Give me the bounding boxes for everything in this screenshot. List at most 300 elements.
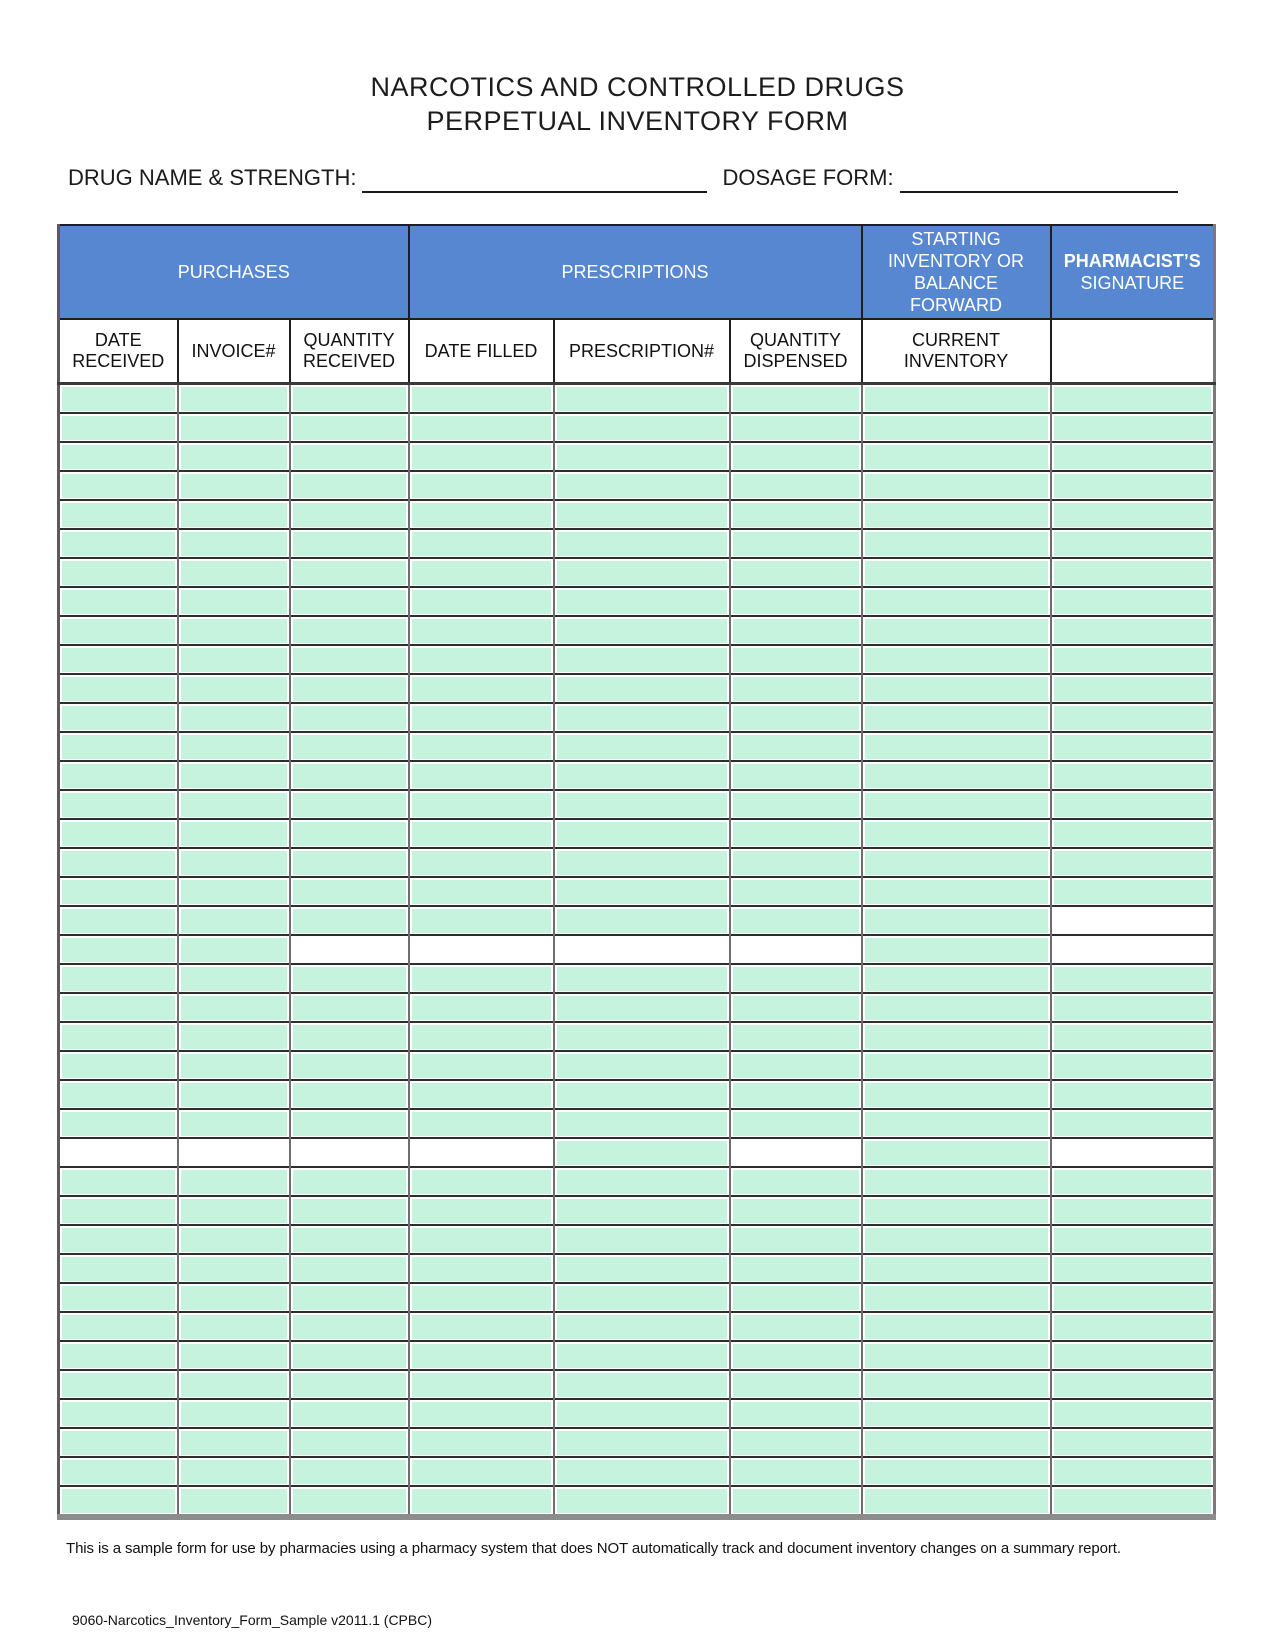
inventory-cell[interactable] [554, 529, 730, 558]
inventory-cell[interactable] [178, 1428, 290, 1457]
inventory-cell[interactable] [862, 1022, 1051, 1051]
inventory-cell[interactable] [178, 1109, 290, 1138]
inventory-cell[interactable] [409, 1080, 554, 1109]
inventory-cell[interactable] [59, 1370, 178, 1399]
inventory-cell[interactable] [409, 1457, 554, 1486]
inventory-cell[interactable] [178, 1225, 290, 1254]
inventory-cell[interactable] [178, 1399, 290, 1428]
inventory-cell[interactable] [1051, 616, 1215, 645]
inventory-cell[interactable] [409, 1312, 554, 1341]
inventory-cell[interactable] [554, 1428, 730, 1457]
inventory-cell[interactable] [1051, 645, 1215, 674]
inventory-cell[interactable] [862, 413, 1051, 442]
inventory-cell[interactable] [1051, 529, 1215, 558]
inventory-cell[interactable] [409, 1254, 554, 1283]
inventory-cell[interactable] [730, 384, 862, 414]
inventory-cell[interactable] [1051, 877, 1215, 906]
inventory-cell[interactable] [862, 529, 1051, 558]
inventory-cell[interactable] [178, 790, 290, 819]
inventory-cell[interactable] [178, 761, 290, 790]
inventory-cell[interactable] [730, 674, 862, 703]
inventory-cell[interactable] [730, 1399, 862, 1428]
inventory-cell[interactable] [1051, 964, 1215, 993]
inventory-cell[interactable] [554, 1196, 730, 1225]
inventory-cell[interactable] [290, 500, 409, 529]
inventory-cell[interactable] [1051, 993, 1215, 1022]
inventory-cell[interactable] [178, 587, 290, 616]
inventory-cell[interactable] [290, 587, 409, 616]
inventory-cell[interactable] [59, 1167, 178, 1196]
inventory-cell[interactable] [730, 790, 862, 819]
inventory-cell[interactable] [554, 906, 730, 935]
inventory-cell[interactable] [730, 645, 862, 674]
inventory-cell[interactable] [290, 471, 409, 500]
inventory-cell[interactable] [178, 877, 290, 906]
inventory-cell[interactable] [178, 1051, 290, 1080]
inventory-cell[interactable] [178, 413, 290, 442]
inventory-cell[interactable] [290, 1196, 409, 1225]
inventory-cell[interactable] [730, 1254, 862, 1283]
inventory-cell[interactable] [178, 1341, 290, 1370]
inventory-cell[interactable] [178, 1312, 290, 1341]
inventory-cell[interactable] [730, 471, 862, 500]
inventory-cell[interactable] [178, 471, 290, 500]
inventory-cell[interactable] [554, 1254, 730, 1283]
inventory-cell[interactable] [59, 906, 178, 935]
inventory-cell[interactable] [178, 616, 290, 645]
inventory-cell[interactable] [862, 616, 1051, 645]
inventory-cell[interactable] [59, 993, 178, 1022]
inventory-cell[interactable] [862, 1312, 1051, 1341]
inventory-cell[interactable] [1051, 703, 1215, 732]
inventory-cell[interactable] [730, 732, 862, 761]
inventory-cell[interactable] [554, 1457, 730, 1486]
inventory-cell[interactable] [730, 413, 862, 442]
inventory-cell[interactable] [59, 1138, 178, 1167]
inventory-cell[interactable] [862, 1109, 1051, 1138]
inventory-cell[interactable] [59, 1457, 178, 1486]
inventory-cell[interactable] [554, 732, 730, 761]
inventory-cell[interactable] [554, 703, 730, 732]
inventory-cell[interactable] [59, 877, 178, 906]
inventory-cell[interactable] [409, 500, 554, 529]
inventory-cell[interactable] [730, 1341, 862, 1370]
inventory-cell[interactable] [554, 1138, 730, 1167]
inventory-cell[interactable] [59, 761, 178, 790]
inventory-cell[interactable] [554, 819, 730, 848]
inventory-cell[interactable] [554, 1080, 730, 1109]
inventory-cell[interactable] [178, 645, 290, 674]
inventory-cell[interactable] [554, 500, 730, 529]
inventory-cell[interactable] [554, 993, 730, 1022]
inventory-cell[interactable] [1051, 819, 1215, 848]
inventory-cell[interactable] [730, 442, 862, 471]
inventory-cell[interactable] [1051, 587, 1215, 616]
inventory-cell[interactable] [59, 1486, 178, 1517]
inventory-cell[interactable] [59, 790, 178, 819]
inventory-cell[interactable] [862, 1370, 1051, 1399]
inventory-cell[interactable] [1051, 1051, 1215, 1080]
inventory-cell[interactable] [862, 877, 1051, 906]
inventory-cell[interactable] [178, 1486, 290, 1517]
inventory-cell[interactable] [59, 935, 178, 964]
inventory-cell[interactable] [290, 529, 409, 558]
inventory-cell[interactable] [409, 964, 554, 993]
inventory-cell[interactable] [409, 732, 554, 761]
inventory-cell[interactable] [730, 703, 862, 732]
inventory-cell[interactable] [862, 703, 1051, 732]
inventory-cell[interactable] [59, 616, 178, 645]
inventory-cell[interactable] [862, 1254, 1051, 1283]
inventory-cell[interactable] [862, 1486, 1051, 1517]
inventory-cell[interactable] [409, 1341, 554, 1370]
inventory-cell[interactable] [409, 558, 554, 587]
inventory-cell[interactable] [178, 1283, 290, 1312]
inventory-cell[interactable] [554, 1109, 730, 1138]
inventory-cell[interactable] [1051, 1167, 1215, 1196]
inventory-cell[interactable] [554, 1370, 730, 1399]
inventory-cell[interactable] [862, 1196, 1051, 1225]
inventory-cell[interactable] [554, 1283, 730, 1312]
inventory-cell[interactable] [59, 1051, 178, 1080]
inventory-cell[interactable] [409, 442, 554, 471]
inventory-cell[interactable] [862, 1167, 1051, 1196]
inventory-cell[interactable] [178, 500, 290, 529]
inventory-cell[interactable] [59, 848, 178, 877]
inventory-cell[interactable] [862, 384, 1051, 414]
inventory-cell[interactable] [59, 819, 178, 848]
inventory-cell[interactable] [178, 993, 290, 1022]
inventory-cell[interactable] [290, 413, 409, 442]
inventory-cell[interactable] [730, 993, 862, 1022]
inventory-cell[interactable] [730, 906, 862, 935]
inventory-cell[interactable] [730, 848, 862, 877]
inventory-cell[interactable] [178, 1370, 290, 1399]
inventory-cell[interactable] [730, 1486, 862, 1517]
inventory-cell[interactable] [59, 1399, 178, 1428]
inventory-cell[interactable] [59, 529, 178, 558]
inventory-cell[interactable] [59, 1196, 178, 1225]
inventory-cell[interactable] [59, 1254, 178, 1283]
inventory-cell[interactable] [862, 761, 1051, 790]
inventory-cell[interactable] [409, 1196, 554, 1225]
inventory-cell[interactable] [59, 1022, 178, 1051]
inventory-cell[interactable] [862, 674, 1051, 703]
inventory-cell[interactable] [59, 413, 178, 442]
inventory-cell[interactable] [730, 558, 862, 587]
inventory-cell[interactable] [59, 558, 178, 587]
inventory-cell[interactable] [178, 384, 290, 414]
inventory-cell[interactable] [409, 819, 554, 848]
inventory-cell[interactable] [862, 471, 1051, 500]
inventory-cell[interactable] [554, 674, 730, 703]
inventory-cell[interactable] [554, 471, 730, 500]
inventory-cell[interactable] [59, 587, 178, 616]
inventory-cell[interactable] [862, 558, 1051, 587]
inventory-cell[interactable] [730, 1109, 862, 1138]
inventory-cell[interactable] [290, 1022, 409, 1051]
inventory-cell[interactable] [1051, 413, 1215, 442]
inventory-cell[interactable] [409, 1167, 554, 1196]
inventory-cell[interactable] [554, 1312, 730, 1341]
inventory-cell[interactable] [290, 1486, 409, 1517]
inventory-cell[interactable] [1051, 384, 1215, 414]
inventory-cell[interactable] [1051, 1080, 1215, 1109]
inventory-cell[interactable] [1051, 1457, 1215, 1486]
inventory-cell[interactable] [730, 1080, 862, 1109]
inventory-cell[interactable] [409, 1486, 554, 1517]
inventory-cell[interactable] [59, 1080, 178, 1109]
inventory-cell[interactable] [554, 1022, 730, 1051]
inventory-cell[interactable] [554, 616, 730, 645]
inventory-cell[interactable] [178, 1457, 290, 1486]
inventory-cell[interactable] [862, 1080, 1051, 1109]
inventory-cell[interactable] [290, 1109, 409, 1138]
inventory-cell[interactable] [59, 674, 178, 703]
inventory-cell[interactable] [730, 500, 862, 529]
inventory-cell[interactable] [730, 529, 862, 558]
inventory-cell[interactable] [290, 906, 409, 935]
inventory-cell[interactable] [409, 1370, 554, 1399]
inventory-cell[interactable] [290, 1254, 409, 1283]
inventory-cell[interactable] [730, 616, 862, 645]
inventory-cell[interactable] [409, 674, 554, 703]
inventory-cell[interactable] [409, 1225, 554, 1254]
inventory-cell[interactable] [290, 1167, 409, 1196]
inventory-cell[interactable] [862, 1399, 1051, 1428]
inventory-cell[interactable] [290, 790, 409, 819]
inventory-cell[interactable] [290, 848, 409, 877]
inventory-cell[interactable] [59, 703, 178, 732]
inventory-cell[interactable] [730, 1312, 862, 1341]
inventory-cell[interactable] [554, 645, 730, 674]
inventory-cell[interactable] [554, 761, 730, 790]
inventory-cell[interactable] [554, 848, 730, 877]
inventory-cell[interactable] [178, 1254, 290, 1283]
inventory-cell[interactable] [862, 993, 1051, 1022]
inventory-cell[interactable] [290, 1370, 409, 1399]
inventory-cell[interactable] [1051, 1428, 1215, 1457]
inventory-cell[interactable] [730, 1138, 862, 1167]
inventory-cell[interactable] [730, 1225, 862, 1254]
inventory-cell[interactable] [290, 1428, 409, 1457]
inventory-cell[interactable] [554, 1486, 730, 1517]
inventory-cell[interactable] [409, 616, 554, 645]
inventory-cell[interactable] [1051, 1341, 1215, 1370]
inventory-cell[interactable] [554, 558, 730, 587]
inventory-cell[interactable] [409, 1051, 554, 1080]
inventory-cell[interactable] [862, 587, 1051, 616]
inventory-cell[interactable] [409, 1138, 554, 1167]
inventory-cell[interactable] [59, 1312, 178, 1341]
inventory-cell[interactable] [409, 993, 554, 1022]
inventory-cell[interactable] [1051, 1109, 1215, 1138]
inventory-cell[interactable] [1051, 761, 1215, 790]
inventory-cell[interactable] [862, 1457, 1051, 1486]
inventory-cell[interactable] [178, 964, 290, 993]
inventory-cell[interactable] [409, 587, 554, 616]
inventory-cell[interactable] [1051, 1486, 1215, 1517]
inventory-cell[interactable] [862, 645, 1051, 674]
inventory-cell[interactable] [862, 906, 1051, 935]
inventory-cell[interactable] [862, 1341, 1051, 1370]
inventory-cell[interactable] [862, 1138, 1051, 1167]
inventory-cell[interactable] [178, 1022, 290, 1051]
drug-name-field[interactable] [362, 165, 707, 193]
inventory-cell[interactable] [1051, 1312, 1215, 1341]
inventory-cell[interactable] [290, 761, 409, 790]
inventory-cell[interactable] [409, 529, 554, 558]
inventory-cell[interactable] [862, 732, 1051, 761]
inventory-cell[interactable] [554, 877, 730, 906]
inventory-cell[interactable] [178, 1167, 290, 1196]
inventory-cell[interactable] [59, 1428, 178, 1457]
inventory-cell[interactable] [730, 1428, 862, 1457]
inventory-cell[interactable] [178, 558, 290, 587]
inventory-cell[interactable] [290, 558, 409, 587]
inventory-cell[interactable] [730, 1457, 862, 1486]
inventory-cell[interactable] [1051, 471, 1215, 500]
inventory-cell[interactable] [554, 1225, 730, 1254]
inventory-cell[interactable] [178, 1196, 290, 1225]
inventory-cell[interactable] [59, 1341, 178, 1370]
inventory-cell[interactable] [290, 442, 409, 471]
inventory-cell[interactable] [178, 674, 290, 703]
inventory-cell[interactable] [862, 500, 1051, 529]
inventory-cell[interactable] [290, 645, 409, 674]
inventory-cell[interactable] [178, 529, 290, 558]
inventory-cell[interactable] [290, 993, 409, 1022]
inventory-cell[interactable] [554, 413, 730, 442]
inventory-cell[interactable] [409, 1283, 554, 1312]
inventory-cell[interactable] [409, 413, 554, 442]
inventory-cell[interactable] [1051, 906, 1215, 935]
inventory-cell[interactable] [409, 906, 554, 935]
inventory-cell[interactable] [178, 935, 290, 964]
inventory-cell[interactable] [178, 906, 290, 935]
dosage-form-field[interactable] [900, 165, 1178, 193]
inventory-cell[interactable] [1051, 674, 1215, 703]
inventory-cell[interactable] [290, 1080, 409, 1109]
inventory-cell[interactable] [862, 848, 1051, 877]
inventory-cell[interactable] [730, 1283, 862, 1312]
inventory-cell[interactable] [409, 848, 554, 877]
inventory-cell[interactable] [554, 1399, 730, 1428]
inventory-cell[interactable] [862, 1225, 1051, 1254]
inventory-cell[interactable] [1051, 1022, 1215, 1051]
inventory-cell[interactable] [409, 1022, 554, 1051]
inventory-cell[interactable] [554, 442, 730, 471]
inventory-cell[interactable] [59, 732, 178, 761]
inventory-cell[interactable] [290, 1283, 409, 1312]
inventory-cell[interactable] [290, 1138, 409, 1167]
inventory-cell[interactable] [1051, 790, 1215, 819]
inventory-cell[interactable] [730, 587, 862, 616]
inventory-cell[interactable] [178, 848, 290, 877]
inventory-cell[interactable] [409, 790, 554, 819]
inventory-cell[interactable] [59, 1225, 178, 1254]
inventory-cell[interactable] [554, 964, 730, 993]
inventory-cell[interactable] [1051, 442, 1215, 471]
inventory-cell[interactable] [178, 703, 290, 732]
inventory-cell[interactable] [59, 471, 178, 500]
inventory-cell[interactable] [554, 384, 730, 414]
inventory-cell[interactable] [178, 819, 290, 848]
inventory-cell[interactable] [1051, 1225, 1215, 1254]
inventory-cell[interactable] [290, 616, 409, 645]
inventory-cell[interactable] [290, 674, 409, 703]
inventory-cell[interactable] [290, 384, 409, 414]
inventory-cell[interactable] [1051, 1283, 1215, 1312]
inventory-cell[interactable] [290, 732, 409, 761]
inventory-cell[interactable] [290, 964, 409, 993]
inventory-cell[interactable] [730, 964, 862, 993]
inventory-cell[interactable] [730, 761, 862, 790]
inventory-cell[interactable] [862, 964, 1051, 993]
inventory-cell[interactable] [1051, 1399, 1215, 1428]
inventory-cell[interactable] [730, 1051, 862, 1080]
inventory-cell[interactable] [730, 877, 862, 906]
inventory-cell[interactable] [862, 442, 1051, 471]
inventory-cell[interactable] [59, 500, 178, 529]
inventory-cell[interactable] [730, 1022, 862, 1051]
inventory-cell[interactable] [290, 703, 409, 732]
inventory-cell[interactable] [554, 1051, 730, 1080]
inventory-cell[interactable] [290, 1051, 409, 1080]
inventory-cell[interactable] [290, 819, 409, 848]
inventory-cell[interactable] [862, 935, 1051, 964]
inventory-cell[interactable] [409, 384, 554, 414]
inventory-cell[interactable] [730, 1196, 862, 1225]
inventory-cell[interactable] [409, 1109, 554, 1138]
inventory-cell[interactable] [178, 732, 290, 761]
inventory-cell[interactable] [59, 1109, 178, 1138]
inventory-cell[interactable] [1051, 732, 1215, 761]
inventory-cell[interactable] [409, 703, 554, 732]
inventory-cell[interactable] [178, 1080, 290, 1109]
inventory-cell[interactable] [1051, 558, 1215, 587]
inventory-cell[interactable] [554, 935, 730, 964]
inventory-cell[interactable] [862, 1051, 1051, 1080]
inventory-cell[interactable] [554, 790, 730, 819]
inventory-cell[interactable] [290, 1399, 409, 1428]
inventory-cell[interactable] [730, 1370, 862, 1399]
inventory-cell[interactable] [1051, 1196, 1215, 1225]
inventory-cell[interactable] [59, 384, 178, 414]
inventory-cell[interactable] [290, 1341, 409, 1370]
inventory-cell[interactable] [1051, 1370, 1215, 1399]
inventory-cell[interactable] [1051, 935, 1215, 964]
inventory-cell[interactable] [59, 442, 178, 471]
inventory-cell[interactable] [409, 645, 554, 674]
inventory-cell[interactable] [409, 471, 554, 500]
inventory-cell[interactable] [290, 1225, 409, 1254]
inventory-cell[interactable] [554, 1167, 730, 1196]
inventory-cell[interactable] [409, 761, 554, 790]
inventory-cell[interactable] [59, 964, 178, 993]
inventory-cell[interactable] [178, 1138, 290, 1167]
inventory-cell[interactable] [554, 1341, 730, 1370]
inventory-cell[interactable] [730, 935, 862, 964]
inventory-cell[interactable] [862, 1428, 1051, 1457]
inventory-cell[interactable] [1051, 848, 1215, 877]
inventory-cell[interactable] [409, 935, 554, 964]
inventory-cell[interactable] [290, 877, 409, 906]
inventory-cell[interactable] [554, 587, 730, 616]
inventory-cell[interactable] [59, 645, 178, 674]
inventory-cell[interactable] [409, 1428, 554, 1457]
inventory-cell[interactable] [290, 1457, 409, 1486]
